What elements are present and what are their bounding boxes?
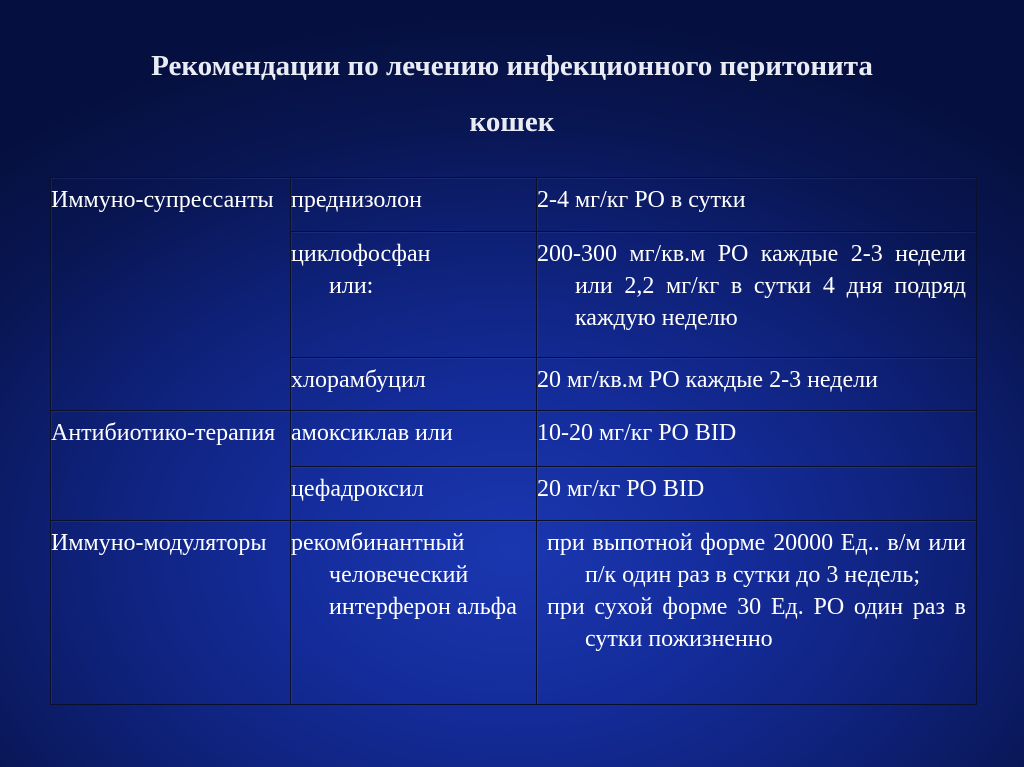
drug-cell — [291, 411, 537, 467]
slide-title-line-1: Рекомендации по лечению инфекционного перитонита — [151, 50, 873, 82]
dose-cell — [537, 411, 977, 467]
slide-title — [0, 38, 1024, 150]
drug-name: хлорамбуцил — [291, 367, 426, 393]
drug-name: цефадроксил — [291, 476, 424, 502]
drug-name: преднизолон — [291, 187, 422, 213]
drug-cell — [291, 358, 537, 411]
category-cell — [51, 521, 291, 705]
table-row — [51, 178, 977, 232]
dose-cell — [537, 178, 977, 232]
category-label: Антибиотико-терапия — [51, 420, 276, 446]
drug-name: циклофосфан или: — [291, 241, 431, 299]
dose-text-2: при сухой форме 30 Ед. PO один раз в сутки пожизненно — [547, 594, 966, 652]
category-label: Иммуно-супрессанты — [51, 187, 274, 213]
dose-text: 20 мг/кг PO BID — [537, 476, 705, 502]
table-row — [51, 411, 977, 467]
category-label: Иммуно-модуляторы — [51, 530, 267, 556]
category-cell — [51, 178, 291, 411]
dose-text: при выпотной форме 20000 Ед.. в/м или п/к один раз в сутки до 3 недель; — [547, 530, 966, 588]
dose-cell — [537, 232, 977, 358]
dose-text: 20 мг/кв.м PO каждые 2-3 недели — [537, 367, 878, 393]
drug-name: амоксиклав или — [291, 420, 453, 446]
dose-text: 2-4 мг/кг PO в сутки — [537, 187, 746, 213]
slide-title-line-2: кошек — [469, 106, 555, 138]
table-row — [51, 521, 977, 705]
drug-cell — [291, 521, 537, 705]
drug-name: рекомбинантный человеческий интерферон альфа — [291, 530, 517, 620]
drug-cell — [291, 232, 537, 358]
dose-text: 200-300 мг/кв.м PO каждые 2-3 недели или 2,2 мг/кг в сутки 4 дня подряд каждую неделю — [537, 241, 966, 331]
drug-cell — [291, 467, 537, 521]
drug-cell — [291, 178, 537, 232]
dose-text-group — [537, 521, 976, 663]
dose-text: 10-20 мг/кг PO BID — [537, 420, 737, 446]
category-cell — [51, 411, 291, 521]
dose-cell — [537, 467, 977, 521]
dose-cell — [537, 358, 977, 411]
treatment-table — [50, 177, 977, 705]
dose-cell — [537, 521, 977, 705]
